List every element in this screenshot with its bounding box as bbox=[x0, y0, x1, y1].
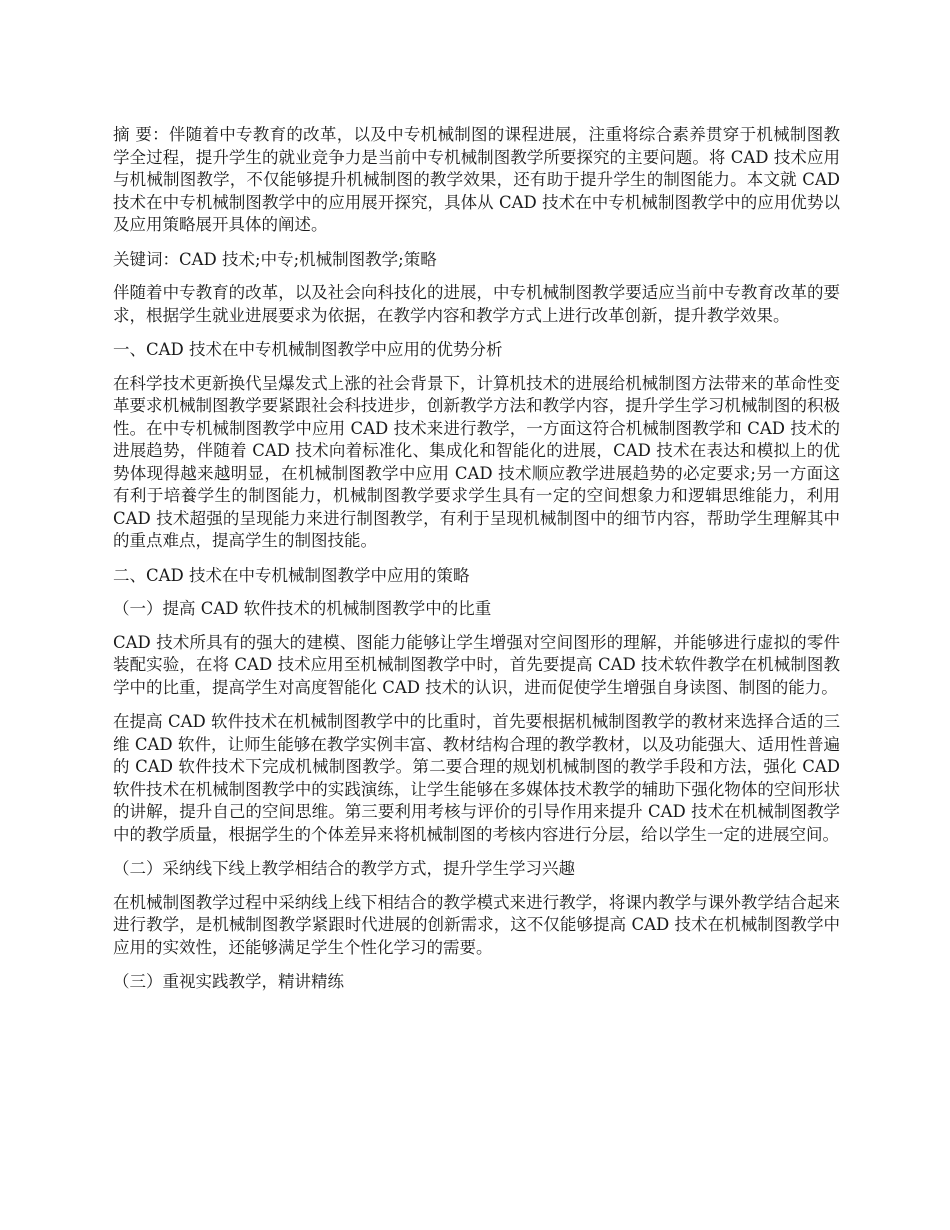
advantages-paragraph: 在科学技术更新换代呈爆发式上涨的社会背景下，计算机技术的进展给机械制图方法带来的革命性变革要求机械制图教学要紧跟社会科技进步，创新教学方法和教学内容，提升学生学习机械制图的积极性。在中专机械制图教学中应用 CAD 技术来进行教学，一方面这符合机械制图教学和 CAD 技术的进展趋势，伴随着 CAD 技术向着标准化、集成化和智能化的进展，CAD 技术在表达和模拟上的优势体现得越来越明显，在机械制图教学中应用 CAD 技术顺应教学进展趋势的必定要求;另一方面这有利于培養学生的制图能力，机械制图教学要求学生具有一定的空间想象力和逻辑思维能力，利用 CAD 技术超强的呈现能力来进行制图教学，有利于呈现机械制图中的细节内容，帮助学生理解其中的重点难点，提高学生的制图技能。 bbox=[113, 373, 840, 550]
section-heading-advantages: 一、CAD 技术在中专机械制图教学中应用的优势分析 bbox=[113, 340, 503, 359]
subsection-2-paragraph: 在机械制图教学过程中采纳线上线下相结合的教学模式来进行教学，将课内教学与课外教学结合起来进行教学，是机械制图教学紧跟时代进展的创新需求，这不仅能够提高 CAD 技术在机械制图教学中应用的实效性，还能够满足学生个性化学习的需要。 bbox=[113, 892, 840, 957]
subsection-heading-3: （三）重视实践教学，精讲精练 bbox=[113, 972, 344, 991]
subsection-1-paragraph-2: 在提高 CAD 软件技术在机械制图教学中的比重时，首先要根据机械制图教学的教材来选择合适的三维 CAD 软件，让师生能够在教学实例丰富、教材结构合理的教学教材，以及功能强大、适用性普遍的 CAD 软件技术下完成机械制图教学。第二要合理的规划机械制图的教学手段和方法，强化 CAD 软件技术在机械制图教学中的实践演练，让学生能够在多媒体技术教学的辅助下强化物体的空间形状的讲解，提升自己的空间思维。第三要利用考核与评价的引导作用来提升 CAD 技术在机械制图教学中的教学质量，根据学生的个体差异来将机械制图的考核内容进行分层，给以学生一定的进展空间。 bbox=[113, 712, 840, 844]
section-heading-strategies: 二、CAD 技术在中专机械制图教学中应用的策略 bbox=[113, 565, 470, 585]
subsection-1-paragraph-1: CAD 技术所具有的强大的建模、图能力能够让学生增强对空间图形的理解，并能够进行虚拟的零件装配实验，在将 CAD 技术应用至机械制图教学中时，首先要提高 CAD 技术软件教学在机械制图教学中的比重，提高学生对高度智能化 CAD 技术的认识，进而促使学生增强自身读图、制图的能力。 bbox=[113, 632, 840, 697]
document-page bbox=[113, 124, 840, 1005]
subsection-heading-1: （一）提高 CAD 软件技术的机械制图教学中的比重 bbox=[113, 599, 492, 618]
abstract-paragraph: 摘 要：伴随着中专教育的改革，以及中专机械制图的课程进展，注重将综合素养贯穿于机械制图教学全过程，提升学生的就业竞争力是当前中专机械制图教学所要探究的主要问题。将 CAD 技术应用与机械制图教学，不仅能够提升机械制图的教学效果，还有助于提升学生的制图能力。本文就 CAD 技术在中专机械制图教学中的应用展开探究，具体从 CAD 技术在中专机械制图教学中的应用优势以及应用策略展开具体的阐述。 bbox=[113, 125, 840, 234]
keywords-line: 关键词：CAD 技术;中专;机械制图教学;策略 bbox=[113, 249, 437, 269]
subsection-heading-2: （二）采纳线下线上教学相结合的教学方式，提升学生学习兴趣 bbox=[113, 859, 575, 878]
intro-paragraph: 伴随着中专教育的改革，以及社会向科技化的进展，中专机械制图教学要适应当前中专教育改革的要求，根据学生就业进展要求为依据，在教学内容和教学方式上进行改革创新，提升教学效果。 bbox=[113, 283, 840, 325]
